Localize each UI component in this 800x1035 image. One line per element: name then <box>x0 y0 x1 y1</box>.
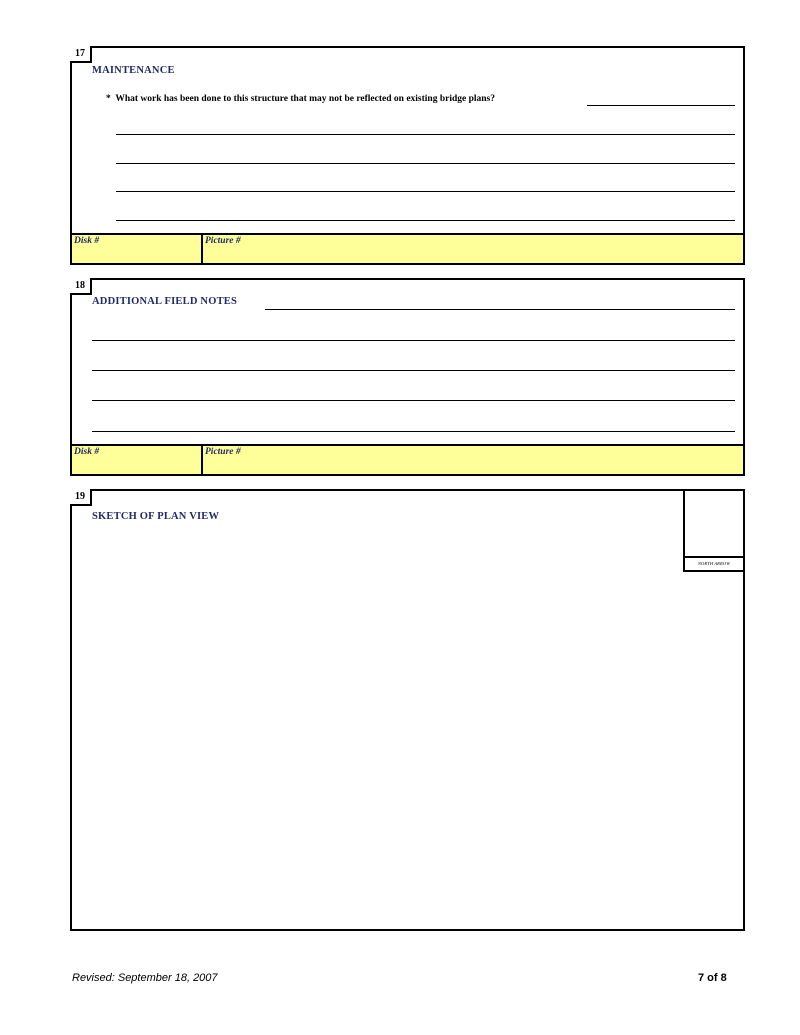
disk-number-field[interactable] <box>72 235 203 263</box>
section-number-18: 18 <box>70 278 92 295</box>
revision-date: Revised: September 18, 2007 <box>72 972 218 984</box>
disk-number-field[interactable] <box>72 446 203 474</box>
north-arrow-label: NORTH ARROW <box>685 556 743 570</box>
sketch-area[interactable] <box>72 531 681 929</box>
page-number: 7 of 8 <box>698 972 727 984</box>
section-number-17: 17 <box>70 46 92 63</box>
picture-label: Picture # <box>205 236 241 246</box>
north-arrow-box[interactable] <box>683 489 745 572</box>
notes-line-1[interactable] <box>92 340 735 341</box>
disk-label: Disk # <box>74 236 100 246</box>
question-answer-line[interactable] <box>587 105 735 106</box>
notes-title-line[interactable] <box>265 309 735 310</box>
field-notes-section <box>70 278 745 476</box>
picture-label: Picture # <box>205 447 241 457</box>
notes-line-4[interactable] <box>92 431 735 432</box>
notes-line-2[interactable] <box>92 370 735 371</box>
photo-reference-bar <box>72 444 743 474</box>
notes-line-3[interactable] <box>92 400 735 401</box>
question-text: What work has been done to this structure that may not be reflected on existing bridge plans? <box>115 94 495 104</box>
question-bullet: * <box>106 94 111 104</box>
picture-number-field[interactable] <box>203 235 743 263</box>
sketch-section <box>70 489 745 931</box>
picture-number-field[interactable] <box>203 446 743 474</box>
photo-reference-bar <box>72 233 743 263</box>
field-notes-title: ADDITIONAL FIELD NOTES <box>92 296 238 307</box>
disk-label: Disk # <box>74 447 100 457</box>
sketch-title: SKETCH OF PLAN VIEW <box>92 511 220 522</box>
maintenance-section <box>70 46 745 265</box>
answer-line-4[interactable] <box>116 220 735 221</box>
section-number-19: 19 <box>70 489 92 506</box>
answer-line-2[interactable] <box>116 163 735 164</box>
answer-line-3[interactable] <box>116 191 735 192</box>
answer-line-1[interactable] <box>116 134 735 135</box>
maintenance-question <box>106 94 495 104</box>
maintenance-title: MAINTENANCE <box>92 65 175 76</box>
